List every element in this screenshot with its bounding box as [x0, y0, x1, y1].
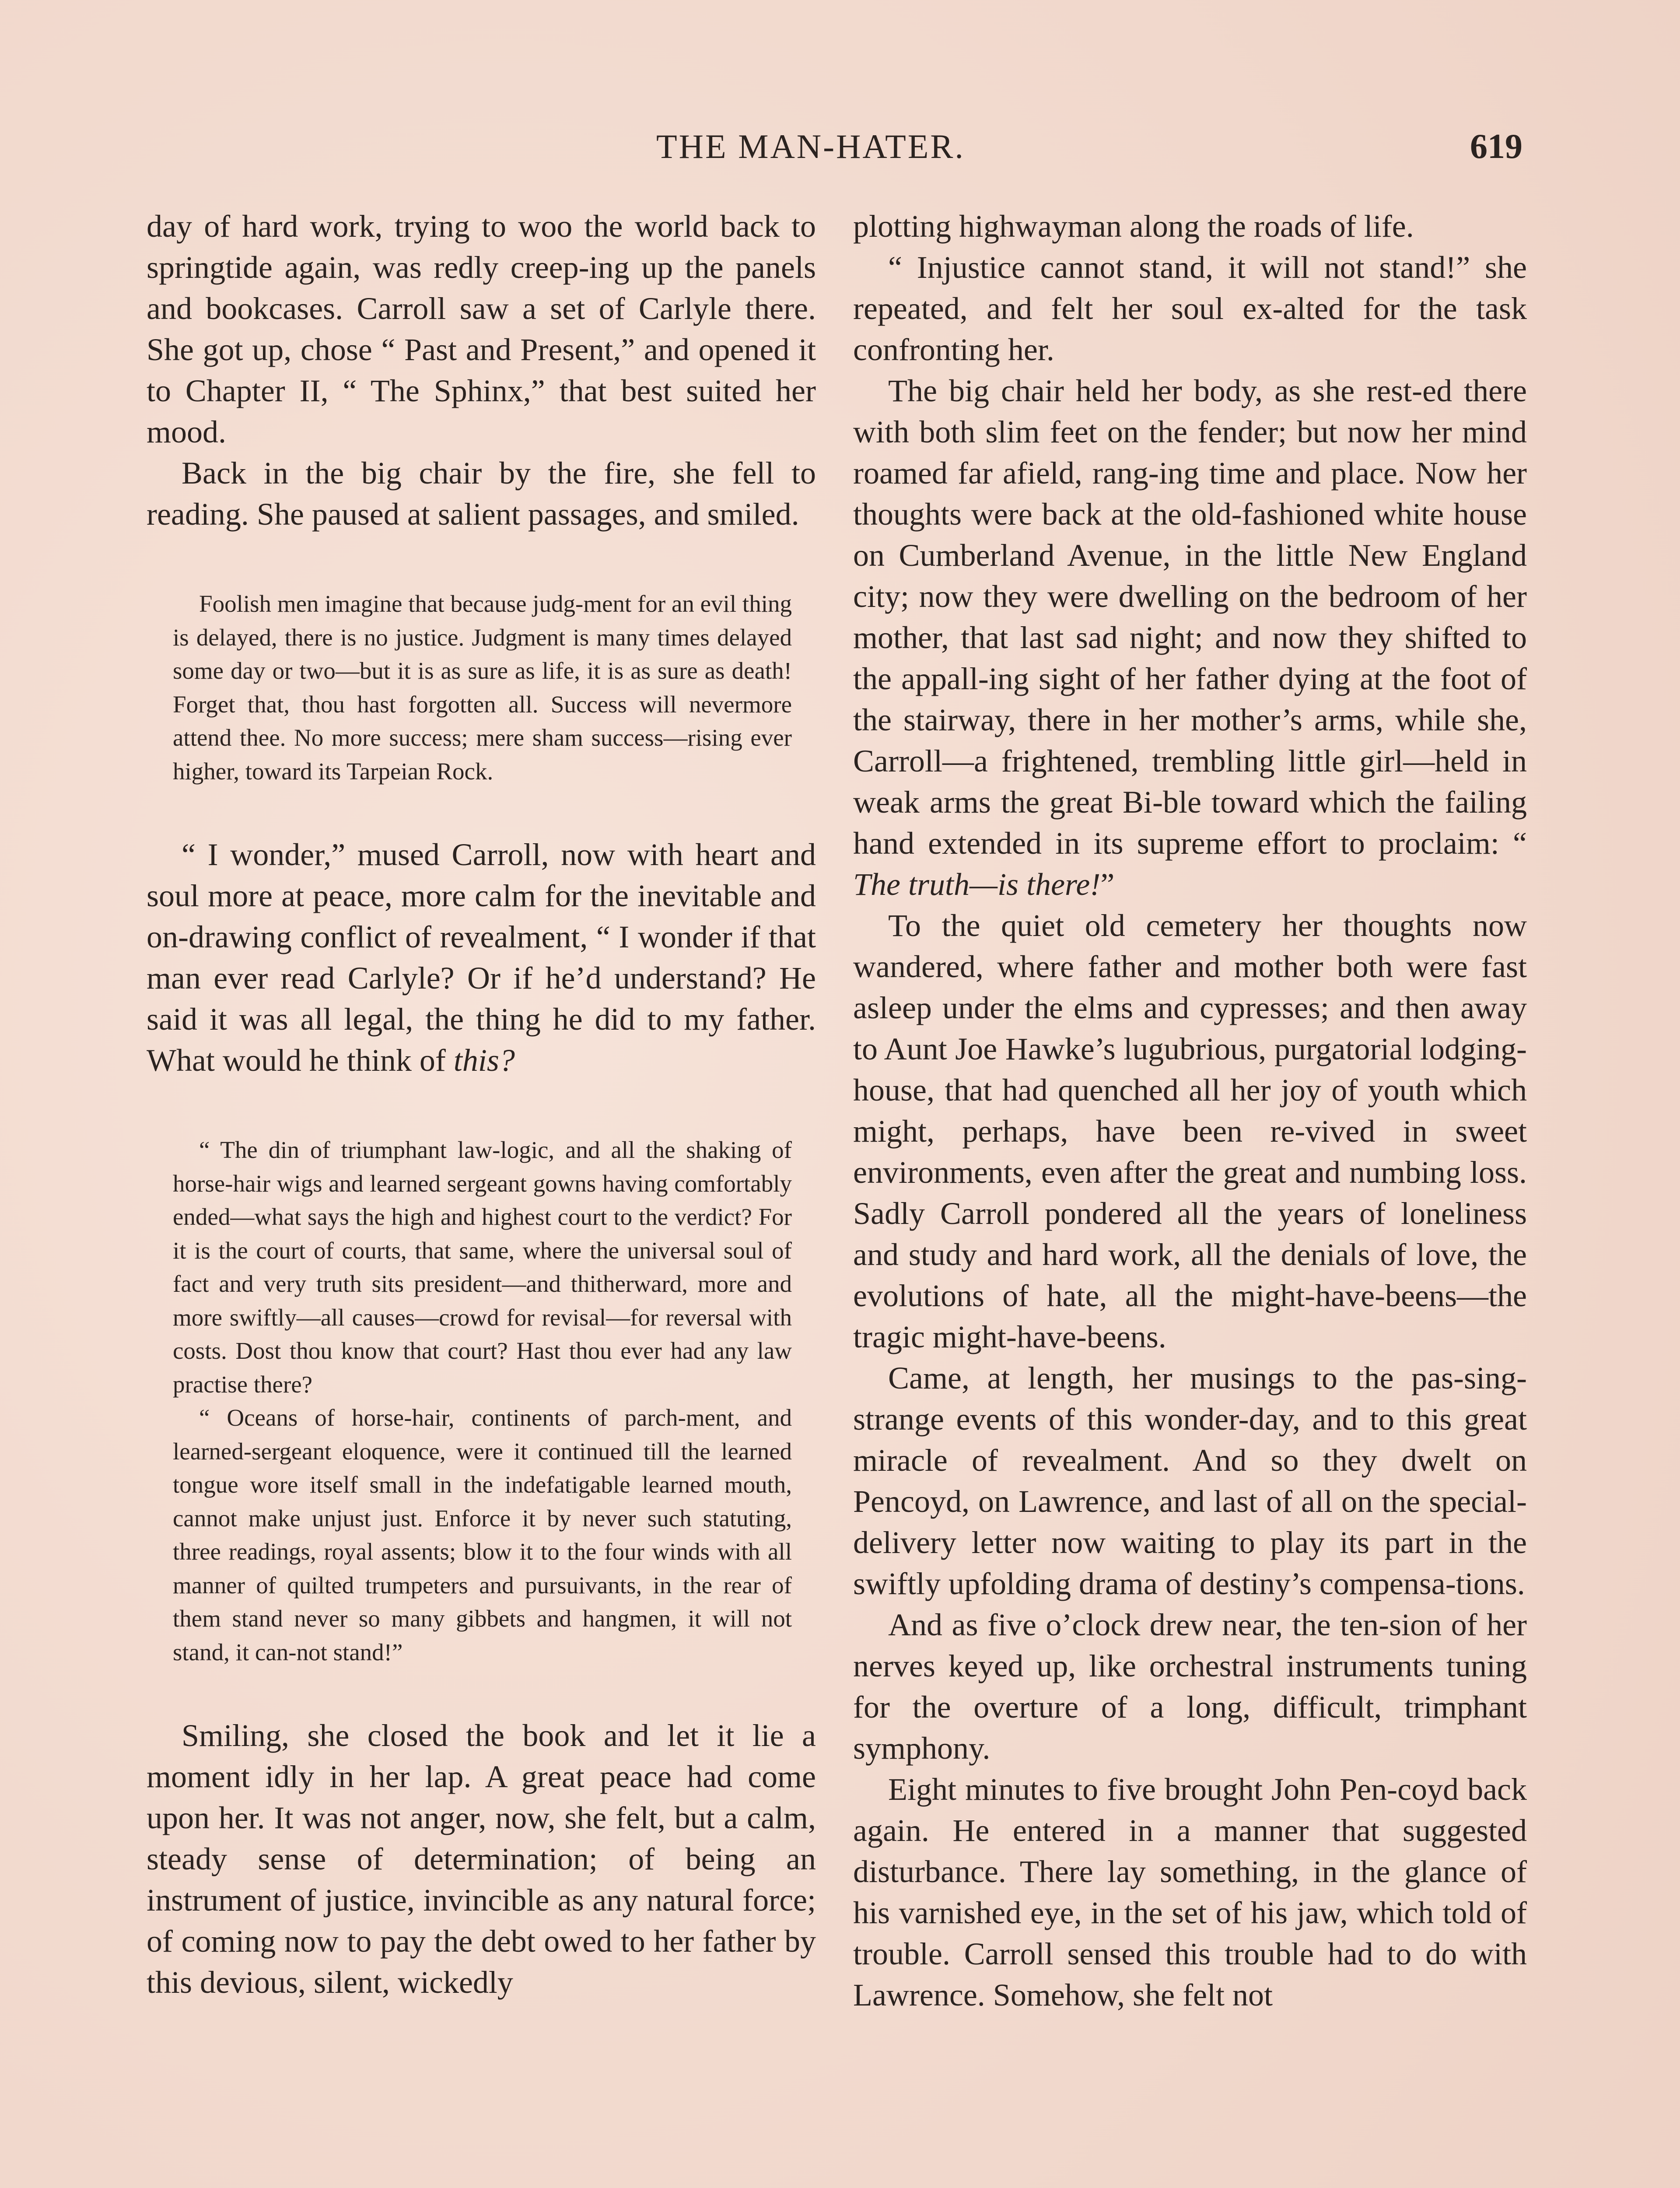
italic-text: The truth—is there!: [853, 867, 1101, 902]
quote-paragraph: Foolish men imagine that because judg-ment for an evil thing is delayed, there is no justice. Judgment is many times delayed some day or two—but it is as sure as life, it is as sure as death! Forget that, thou hast forgotten all. Success will nevermore attend thee. No more success; mere sham success—rising ever higher, toward its Tarpeian Rock.: [173, 590, 792, 785]
paragraph: To the quiet old cemetery her thoughts now wandered, where father and mother both were fast asleep under the elms and cypresses; and then away to Aunt Joe Hawke’s lugubrious, purgatorial lodging-house, that had quenched all her joy of youth which might, perhaps, have been re-vived in sweet environments, even after the great and numbing loss. Sadly Carroll pondered all the years of loneliness and study and hard work, all the denials of love, the evolutions of hate, all the might-have-beens—the tragic might-have-beens.: [853, 908, 1527, 1354]
running-title: THE MAN-HATER.: [656, 127, 965, 165]
quote-paragraph: “ The din of triumphant law-logic, and all the shaking of horse-hair wigs and learned sergeant gowns having comfortably ended—what says the high and highest court to the verdict? For it is the court of courts, that same, where the universal soul of fact and very truth sits president—and thitherward, more and more swiftly—all causes—crowd for revisal—for reversal with costs. Dost thou know that court? Hast thou ever had any law practise there?: [173, 1136, 792, 1398]
paragraph: [853, 370, 1527, 905]
paragraph: plotting highwayman along the roads of life.: [853, 209, 1414, 244]
paragraph: “ Injustice cannot stand, it will not stand!” she repeated, and felt her soul ex-alted for the task confronting her.: [853, 250, 1527, 367]
paragraph: day of hard work, trying to woo the world back to springtide again, was redly creep-ing up the panels and bookcases. Carroll saw a set of Carlyle there. She got up, chose “ Past and Present,” and opened it to Chapter II, “ The Sphinx,” that best suited her mood.: [147, 209, 816, 449]
paragraph: [147, 834, 816, 1081]
paragraph: Back in the big chair by the fire, she fell to reading. She paused at salient passages, and smiled.: [147, 456, 816, 532]
paragraph: And as five o’clock drew near, the ten-sion of her nerves keyed up, like orchestral instruments tuning for the overture of a long, difficult, trimphant symphony.: [853, 1607, 1527, 1766]
paragraph: Eight minutes to five brought John Pen-coyd back again. He entered in a manner that suggested disturbance. There lay something, in the glance of his varnished eye, in the set of his jaw, which told of trouble. Carroll sensed this trouble had to do with Lawrence. Somehow, she felt not: [853, 1772, 1527, 2013]
paragraph-text: “ I wonder,” mused Carroll, now with heart and soul more at peace, more calm for the inevitable and on-drawing conflict of revealment, “ I wonder if that man ever read Carlyle? Or if he’d understand? He said it was all legal, the thing he did to my father. What would he think of: [147, 837, 816, 1078]
page-number: 619: [1470, 127, 1522, 166]
left-column: [147, 206, 816, 2188]
right-column: [853, 206, 1527, 2188]
carlyle-quote: [147, 587, 816, 788]
paragraph: Smiling, she closed the book and let it lie a moment idly in her lap. A great peace had come upon her. It was not anger, now, she felt, but a calm, steady sense of determination; of being an instrument of justice, invincible as any natural force; of coming now to pay the debt owed to her father by this devious, silent, wickedly: [147, 1718, 816, 2000]
paragraph-text: The big chair held her body, as she rest-ed there with both slim feet on the fender; but now her mind roamed far afield, rang-ing time and place. Now her thoughts were back at the old-fashioned white house on Cumberland Avenue, in the little New England city; now they were dwelling on the bedroom of her mother, that last sad night; and now they shifted to the appall-ing sight of her father dying at the foot of the stairway, there in her mother’s arms, while she, Carroll—a frightened, trembling little girl—held in weak arms the great Bi-ble toward which the failing hand extended in its supreme effort to proclaim: “: [853, 373, 1527, 861]
running-head: [0, 127, 1680, 175]
carlyle-quote: [147, 1133, 816, 1669]
paragraph-text: ”: [1100, 867, 1115, 902]
paragraph: Came, at length, her musings to the pas-sing-strange events of this wonder-day, and to this great miracle of revealment. And so they dwelt on Pencoyd, on Lawrence, and last of all on the special-delivery letter now waiting to play its part in the swiftly upfolding drama of destiny’s compensa-tions.: [853, 1360, 1527, 1601]
quote-paragraph: “ Oceans of horse-hair, continents of parch-ment, and learned-sergeant eloquence, were it continued till the learned tongue wore itself small in the indefatigable learned mouth, cannot make unjust just. Enforce it by never such statuting, three readings, royal assents; blow it to the four winds with all manner of quilted trumpeters and pursuivants, in the rear of them stand never so many gibbets and hangmen, it will not stand, it can-not stand!”: [173, 1404, 792, 1666]
italic-text: this?: [453, 1043, 515, 1078]
